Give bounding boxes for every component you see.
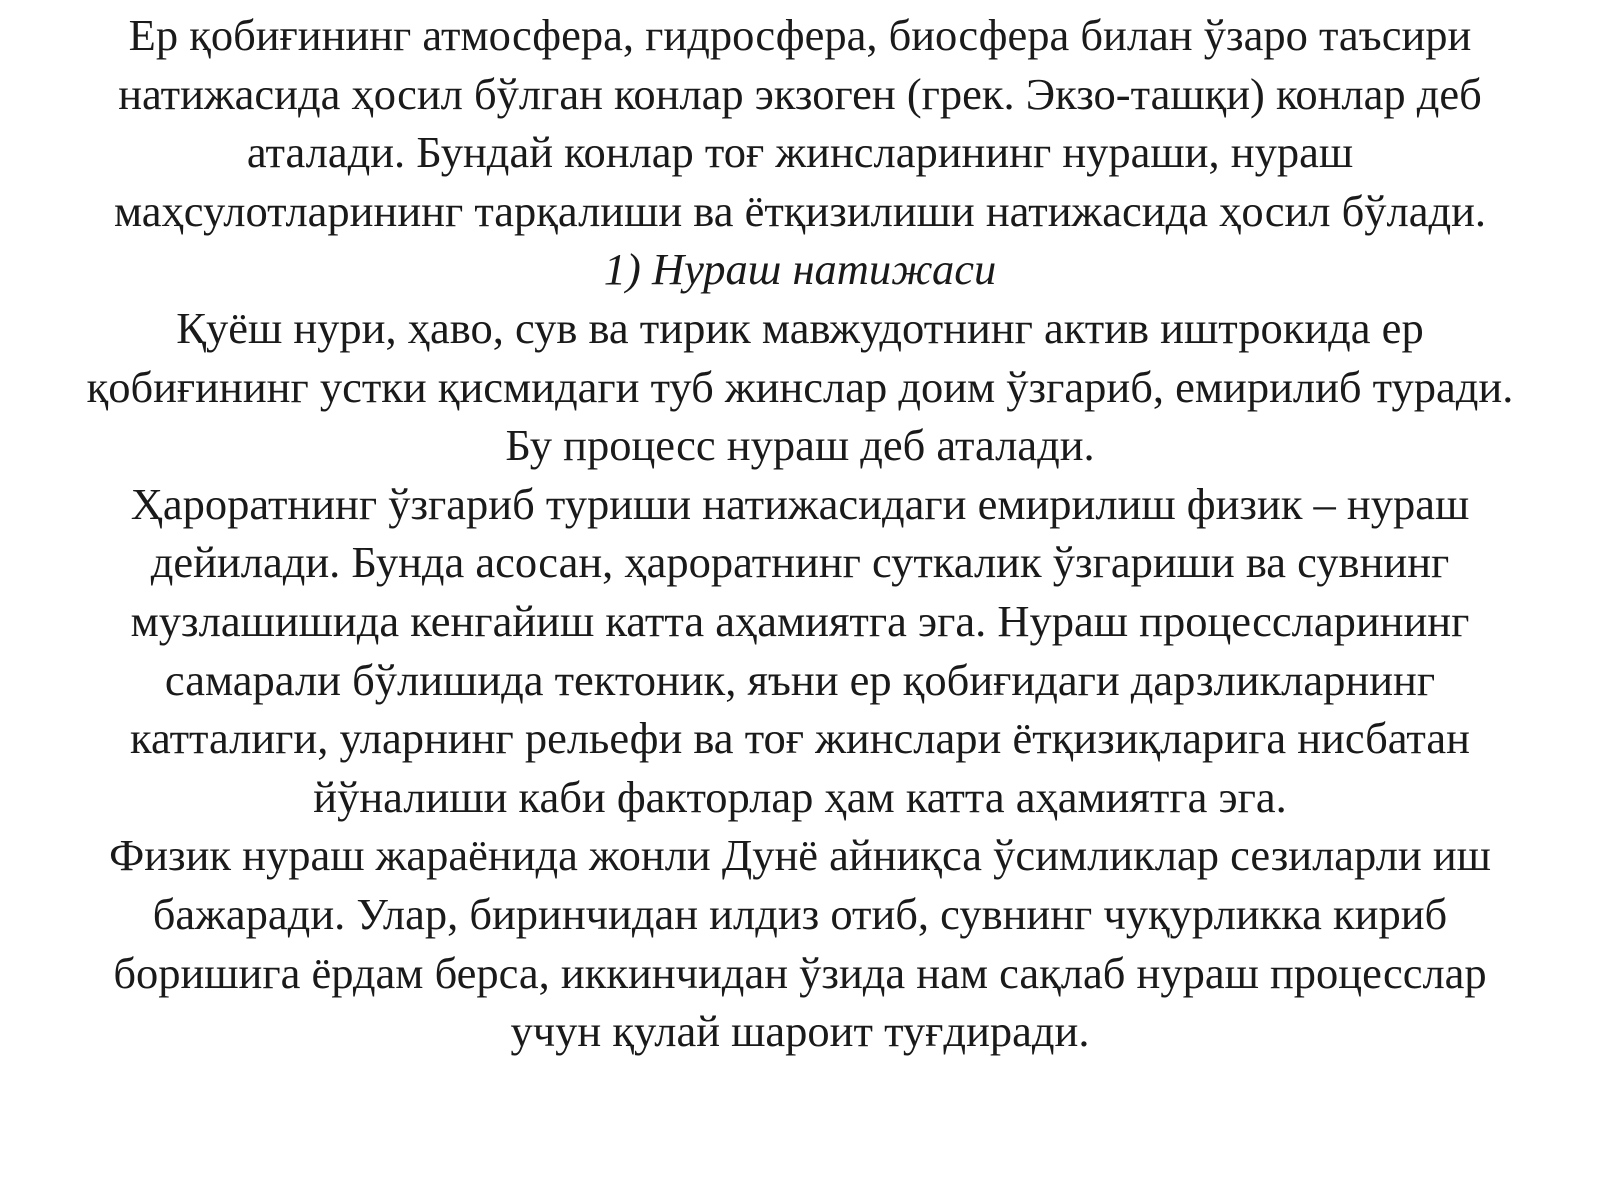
paragraph-physical-weathering xyxy=(0,475,1600,827)
section-heading xyxy=(0,240,1600,299)
intro-paragraph xyxy=(0,6,1600,240)
text-line: натижасида ҳосил бўлган конлар экзоген (грек. Экзо-ташқи) конлар деб xyxy=(118,68,1482,119)
text-line: катталиги, уларнинг рельефи ва тоғ жинслари ётқизиқларига нисбатан xyxy=(130,713,1470,764)
text-line: дейилади. Бунда асосан, ҳароратнинг суткалик ўзгариши ва сувнинг xyxy=(150,537,1450,588)
text-line: аталади. Бундай конлар тоғ жинсларининг нураши, нураш xyxy=(246,127,1354,178)
text-line: Қуёш нури, ҳаво, сув ва тирик мавжудотнинг актив иштрокида ер xyxy=(176,302,1424,353)
paragraph-living-world xyxy=(0,826,1600,1060)
text-line: самарали бўлишида тектоник, яъни ер қобиғидаги дарзликларнинг xyxy=(164,654,1436,705)
text-line: бажаради. Улар, биринчидан илдиз отиб, сувнинг чуқурликка кириб xyxy=(152,888,1448,939)
text-line: қобиғининг устки қисмидаги туб жинслар доим ўзгариб, емирилиб туради. xyxy=(86,361,1514,412)
paragraph-weathering-definition xyxy=(0,299,1600,475)
heading-text: 1) Нураш натижаси xyxy=(603,244,997,295)
text-line: маҳсулотларининг тарқалиши ва ётқизилиши натижасида ҳосил бўлади. xyxy=(113,185,1487,236)
document-body xyxy=(0,6,1600,1061)
text-line: учун қулай шароит туғдиради. xyxy=(510,1006,1090,1057)
text-line: музлашишида кенгайиш катта аҳамиятга эга. Нураш процессларининг xyxy=(130,595,1470,646)
text-line: боришига ёрдам берса, иккинчидан ўзида нам сақлаб нураш процесслар xyxy=(113,947,1487,998)
text-line: Ҳароратнинг ўзгариб туриши натижасидаги емирилиш физик – нураш xyxy=(130,478,1470,529)
text-line: Ер қобиғининг атмосфера, гидросфера, биосфера билан ўзаро таъсири xyxy=(128,10,1472,60)
text-line: йўналиши каби факторлар ҳам катта аҳамиятга эга. xyxy=(313,771,1287,822)
text-line: Бу процесс нураш деб аталади. xyxy=(505,420,1095,471)
text-line: Физик нураш жараёнида жонли Дунё айниқса ўсимликлар сезиларли иш xyxy=(109,830,1491,881)
